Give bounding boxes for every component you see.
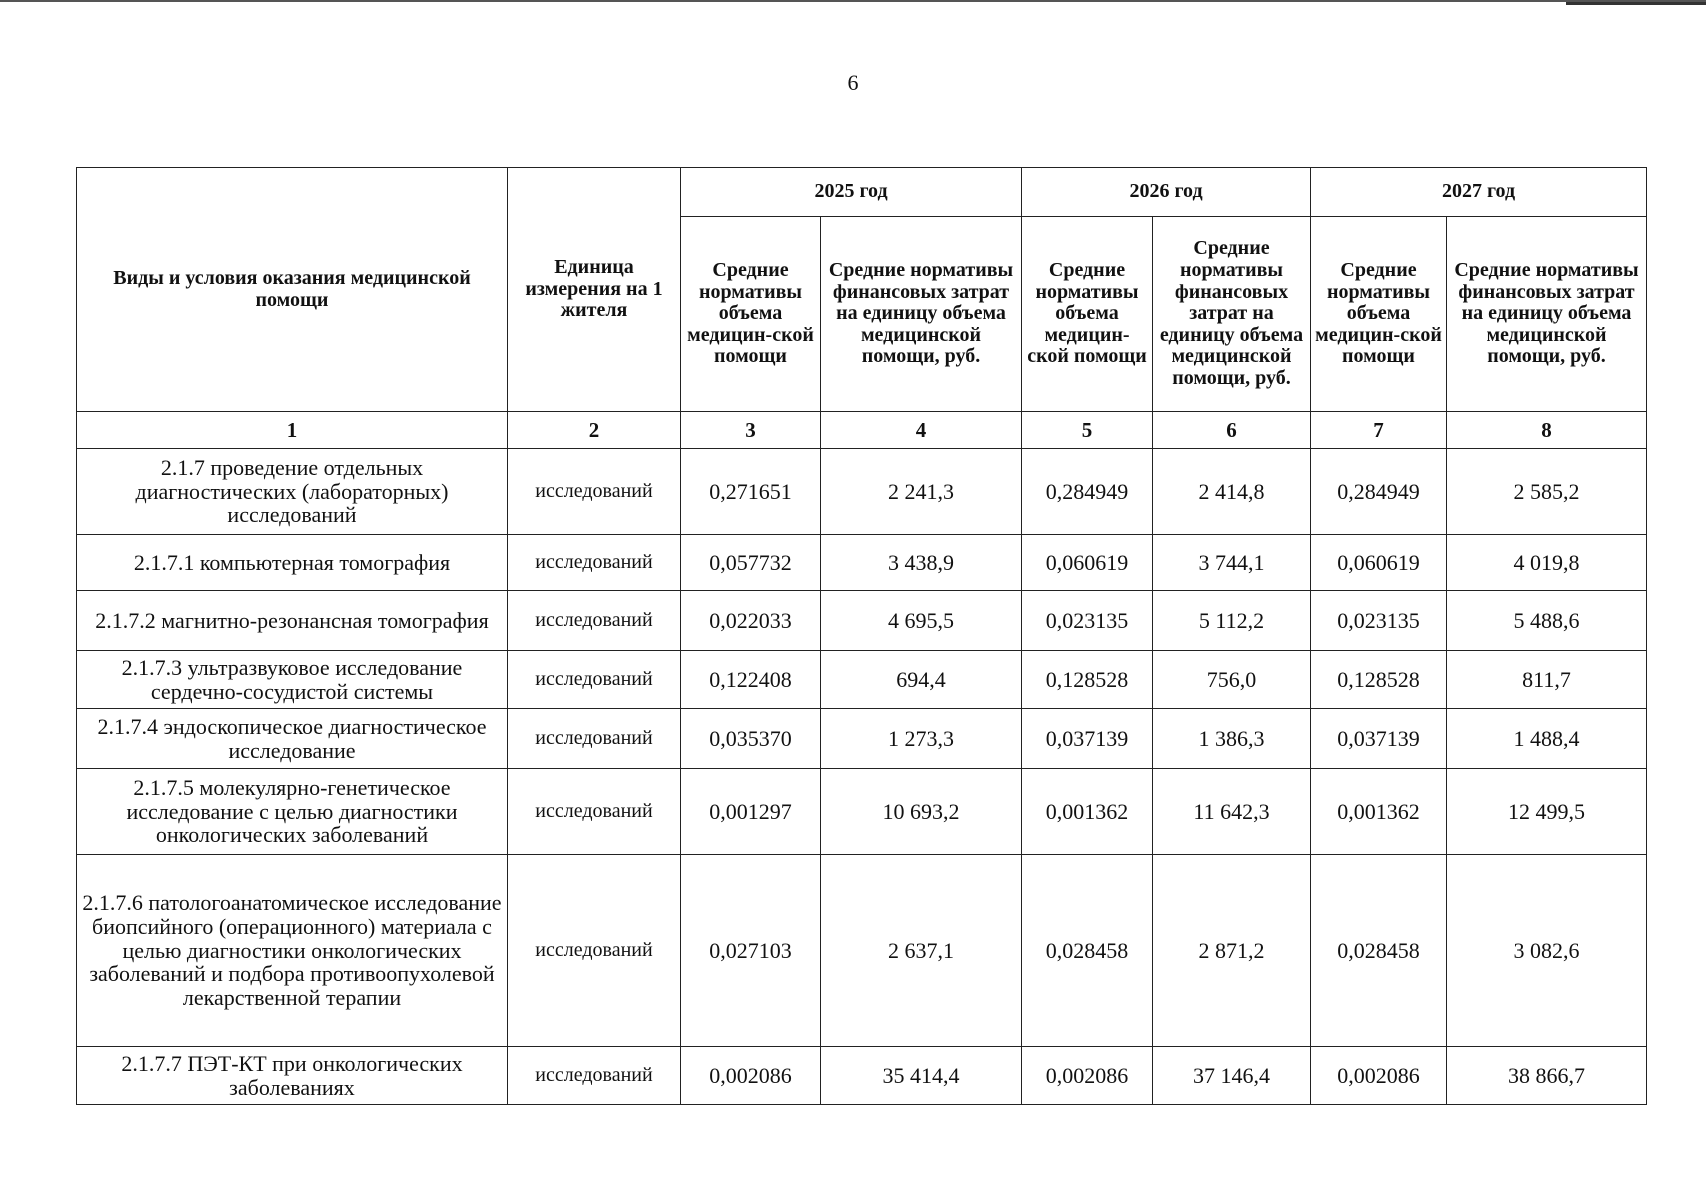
top-border-accent (1566, 2, 1706, 5)
row-unit: исследований (508, 1047, 681, 1105)
row-volume-value: 0,002086 (1022, 1047, 1153, 1105)
row-unit: исследований (508, 651, 681, 709)
row-volume-value: 0,035370 (681, 709, 821, 769)
column-number: 2 (508, 412, 681, 449)
row-volume-value: 0,027103 (681, 855, 821, 1047)
row-service-name: 2.1.7.1 компьютерная томография (77, 535, 508, 591)
header-row-years (77, 168, 1647, 217)
header-unit: Единица измерения на 1 жителя (508, 168, 681, 412)
header-cost-2027: Средние нормативы финансовых затрат на единицу объема медицинской помощи, руб. (1447, 217, 1647, 412)
row-volume-value: 0,284949 (1311, 449, 1447, 535)
table-row (77, 651, 1647, 709)
row-volume-value: 0,022033 (681, 591, 821, 651)
row-volume-value: 0,001362 (1022, 769, 1153, 855)
row-service-name: 2.1.7.3 ультразвуковое исследование сердечно-сосудистой системы (77, 651, 508, 709)
header-year-2027: 2027 год (1311, 168, 1647, 217)
row-volume-value: 0,037139 (1311, 709, 1447, 769)
row-cost-value: 3 082,6 (1447, 855, 1647, 1047)
row-service-name: 2.1.7.6 патологоанатомическое исследование биопсийного (операционного) материала с целью диагностики онкологических заболеваний и подбора противоопухолевой лекарственной терапии (77, 855, 508, 1047)
row-service-name: 2.1.7.7 ПЭТ-КТ при онкологических заболеваниях (77, 1047, 508, 1105)
row-volume-value: 0,128528 (1311, 651, 1447, 709)
row-cost-value: 11 642,3 (1153, 769, 1311, 855)
row-unit: исследований (508, 709, 681, 769)
row-volume-value: 0,122408 (681, 651, 821, 709)
row-volume-value: 0,057732 (681, 535, 821, 591)
row-cost-value: 4 019,8 (1447, 535, 1647, 591)
row-cost-value: 37 146,4 (1153, 1047, 1311, 1105)
row-cost-value: 2 871,2 (1153, 855, 1311, 1047)
header-cost-2026: Средние нормативы финансовых затрат на единицу объема медицинской помощи, руб. (1153, 217, 1311, 412)
row-service-name: 2.1.7 проведение отдельных диагностических (лабораторных) исследований (77, 449, 508, 535)
page-number: 6 (847, 70, 859, 95)
row-volume-value: 0,023135 (1311, 591, 1447, 651)
table-row (77, 591, 1647, 651)
table-row (77, 1047, 1647, 1105)
row-cost-value: 3 438,9 (821, 535, 1022, 591)
top-border-line (0, 0, 1706, 2)
header-year-2026: 2026 год (1022, 168, 1311, 217)
row-volume-value: 0,037139 (1022, 709, 1153, 769)
row-cost-value: 1 386,3 (1153, 709, 1311, 769)
row-cost-value: 2 241,3 (821, 449, 1022, 535)
table-row (77, 535, 1647, 591)
table-row (77, 855, 1647, 1047)
row-cost-value: 5 488,6 (1447, 591, 1647, 651)
row-unit: исследований (508, 535, 681, 591)
header-volume-2025: Средние нормативы объема медицин-ской помощи (681, 217, 821, 412)
column-number: 7 (1311, 412, 1447, 449)
column-number: 5 (1022, 412, 1153, 449)
row-volume-value: 0,060619 (1022, 535, 1153, 591)
row-cost-value: 10 693,2 (821, 769, 1022, 855)
row-service-name: 2.1.7.5 молекулярно-генетическое исследование с целью диагностики онкологических заболеваний (77, 769, 508, 855)
row-cost-value: 4 695,5 (821, 591, 1022, 651)
row-cost-value: 811,7 (1447, 651, 1647, 709)
row-volume-value: 0,028458 (1022, 855, 1153, 1047)
row-cost-value: 38 866,7 (1447, 1047, 1647, 1105)
header-year-2025: 2025 год (681, 168, 1022, 217)
row-cost-value: 3 744,1 (1153, 535, 1311, 591)
table-row (77, 769, 1647, 855)
row-volume-value: 0,023135 (1022, 591, 1153, 651)
column-number: 8 (1447, 412, 1647, 449)
table-row (77, 449, 1647, 535)
row-cost-value: 2 637,1 (821, 855, 1022, 1047)
row-cost-value: 12 499,5 (1447, 769, 1647, 855)
row-cost-value: 2 414,8 (1153, 449, 1311, 535)
row-unit: исследований (508, 769, 681, 855)
header-volume-2026: Средние нормативы объема медицин-ской помощи (1022, 217, 1153, 412)
row-volume-value: 0,002086 (1311, 1047, 1447, 1105)
row-volume-value: 0,128528 (1022, 651, 1153, 709)
row-cost-value: 35 414,4 (821, 1047, 1022, 1105)
row-volume-value: 0,001297 (681, 769, 821, 855)
row-cost-value: 2 585,2 (1447, 449, 1647, 535)
norms-table (76, 167, 1647, 1105)
column-number: 3 (681, 412, 821, 449)
row-cost-value: 756,0 (1153, 651, 1311, 709)
row-service-name: 2.1.7.4 эндоскопическое диагностическое исследование (77, 709, 508, 769)
row-volume-value: 0,271651 (681, 449, 821, 535)
column-number: 1 (77, 412, 508, 449)
header-cost-2025: Средние нормативы финансовых затрат на единицу объема медицинской помощи, руб. (821, 217, 1022, 412)
row-unit: исследований (508, 449, 681, 535)
row-unit: исследований (508, 855, 681, 1047)
row-volume-value: 0,002086 (681, 1047, 821, 1105)
header-service-type: Виды и условия оказания медицинской помощи (77, 168, 508, 412)
column-number: 6 (1153, 412, 1311, 449)
column-number: 4 (821, 412, 1022, 449)
row-cost-value: 1 273,3 (821, 709, 1022, 769)
row-cost-value: 5 112,2 (1153, 591, 1311, 651)
row-volume-value: 0,060619 (1311, 535, 1447, 591)
row-volume-value: 0,028458 (1311, 855, 1447, 1047)
row-cost-value: 694,4 (821, 651, 1022, 709)
row-volume-value: 0,001362 (1311, 769, 1447, 855)
table-row (77, 709, 1647, 769)
row-volume-value: 0,284949 (1022, 449, 1153, 535)
row-service-name: 2.1.7.2 магнитно-резонансная томография (77, 591, 508, 651)
header-volume-2027: Средние нормативы объема медицин-ской помощи (1311, 217, 1447, 412)
row-unit: исследований (508, 591, 681, 651)
row-cost-value: 1 488,4 (1447, 709, 1647, 769)
column-number-row (77, 412, 1647, 449)
